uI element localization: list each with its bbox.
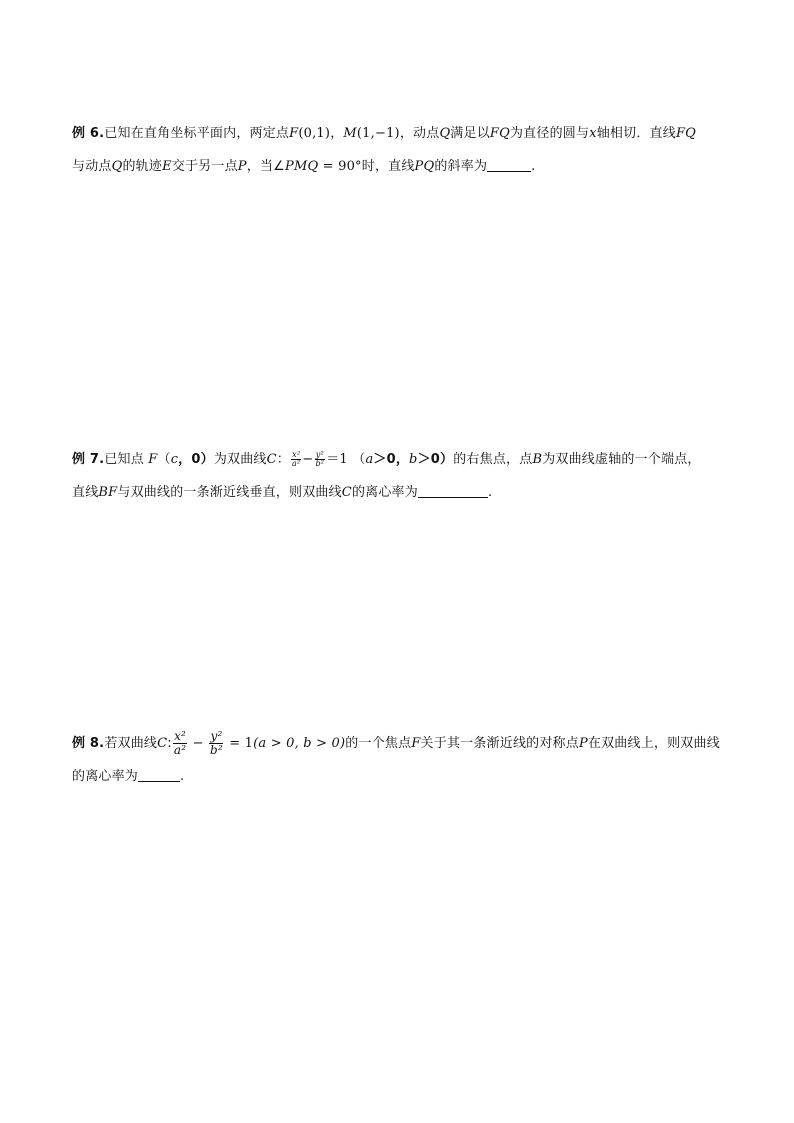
denominator: a² <box>173 743 187 757</box>
text: ，动点 <box>399 126 440 141</box>
curve-E: E <box>162 159 172 174</box>
text: ＝1 <box>326 452 348 467</box>
text: 交于另一点 <box>171 159 238 174</box>
point-F: F <box>289 126 299 141</box>
curve-C: C <box>266 452 277 467</box>
example-6-line-2 <box>72 150 732 183</box>
text: − <box>302 452 314 467</box>
text: ，0） <box>178 452 214 467</box>
text: 在双曲线上，则双曲线 <box>587 736 720 751</box>
point-Q: Q <box>111 159 123 174</box>
text: 的一个焦点 <box>345 736 412 751</box>
fraction-x2-a2 <box>173 730 187 756</box>
condition: (a > 0, b > 0) <box>253 736 346 751</box>
denominator: b² <box>210 743 223 757</box>
example-7-label: 例 7. <box>72 452 105 467</box>
numerator: y² <box>210 729 223 744</box>
point-F: F <box>411 736 421 751</box>
example-7 <box>72 443 732 509</box>
example-7-line-1 <box>72 443 732 476</box>
text: . <box>180 769 185 784</box>
text: 满足以 <box>450 126 490 141</box>
line-FQ: FQ <box>675 126 697 141</box>
curve-C: C <box>341 485 352 500</box>
text: 关于其一条渐近线的对称点 <box>420 736 579 751</box>
point-F: F <box>148 452 158 467</box>
answer-blank[interactable] <box>418 483 488 498</box>
text: 轴相切．直线 <box>596 126 676 141</box>
text: 的右焦点，点 <box>453 452 533 467</box>
var-a: a <box>365 452 374 467</box>
numerator: x² <box>174 729 187 744</box>
line-BF: BF <box>98 485 118 500</box>
text: 为双曲线虚轴的一个端点， <box>542 452 701 467</box>
var-b: b <box>409 452 418 467</box>
text: （ <box>157 452 171 467</box>
example-6-line-1 <box>72 117 732 150</box>
angle-PMQ: PMQ <box>285 159 319 174</box>
text: （ <box>352 452 366 467</box>
line-PQ: PQ <box>414 159 435 174</box>
point-B: B <box>532 452 543 467</box>
example-8 <box>72 727 732 793</box>
text: 与动点 <box>72 159 112 174</box>
numerator: x² <box>292 449 301 459</box>
text: : <box>167 736 172 751</box>
fraction-y2-b2 <box>209 730 224 756</box>
point-P: P <box>237 159 247 174</box>
example-6 <box>72 117 732 183</box>
text: ，当∠ <box>246 159 286 174</box>
text: 的轨迹 <box>122 159 163 174</box>
text: . <box>531 159 536 174</box>
answer-blank[interactable] <box>487 157 531 172</box>
point-Q: Q <box>439 126 451 141</box>
text: 直线 <box>72 485 99 500</box>
text: 的离心率为 <box>72 769 139 784</box>
denominator: b² <box>315 459 325 468</box>
text: − <box>188 736 209 751</box>
text: 的斜率为 <box>434 159 488 174</box>
text: ： <box>276 452 290 467</box>
example-7-line-2 <box>72 476 732 509</box>
answer-blank[interactable] <box>138 767 180 782</box>
denominator: a² <box>292 459 301 468</box>
numerator: y² <box>315 449 324 459</box>
text: ＞0） <box>417 452 454 467</box>
axis-x: x <box>589 126 597 141</box>
text: = 90°时，直线 <box>318 159 415 174</box>
point-P: P <box>578 736 588 751</box>
example-8-label: 例 8. <box>72 736 105 751</box>
text: 若双曲线 <box>104 736 158 751</box>
text: 的离心率为 <box>351 485 418 500</box>
fraction-y2-b2 <box>314 451 325 469</box>
example-8-line-1 <box>72 727 732 760</box>
fraction-x2-a2 <box>291 451 301 469</box>
var-c: c <box>170 452 179 467</box>
text: 已知点 <box>104 452 149 467</box>
curve-C: C <box>157 736 168 751</box>
text: ＞0， <box>373 452 410 467</box>
text: 与双曲线的一条渐近线垂直，则双曲线 <box>117 485 342 500</box>
text: . <box>487 485 493 500</box>
point-M-coords: (1,−1) <box>356 126 400 141</box>
text: ， <box>330 126 344 141</box>
text: 为双曲线 <box>213 452 267 467</box>
text: 已知在直角坐标平面内，两定点 <box>104 126 290 141</box>
point-M: M <box>343 126 357 141</box>
text: = 1 <box>224 736 254 751</box>
segment-FQ: FQ <box>489 126 510 141</box>
example-6-label: 例 6. <box>72 126 105 141</box>
example-8-line-2 <box>72 760 732 793</box>
text: 为直径的圆与 <box>509 126 590 141</box>
point-F-coords: (0,1) <box>298 126 331 141</box>
